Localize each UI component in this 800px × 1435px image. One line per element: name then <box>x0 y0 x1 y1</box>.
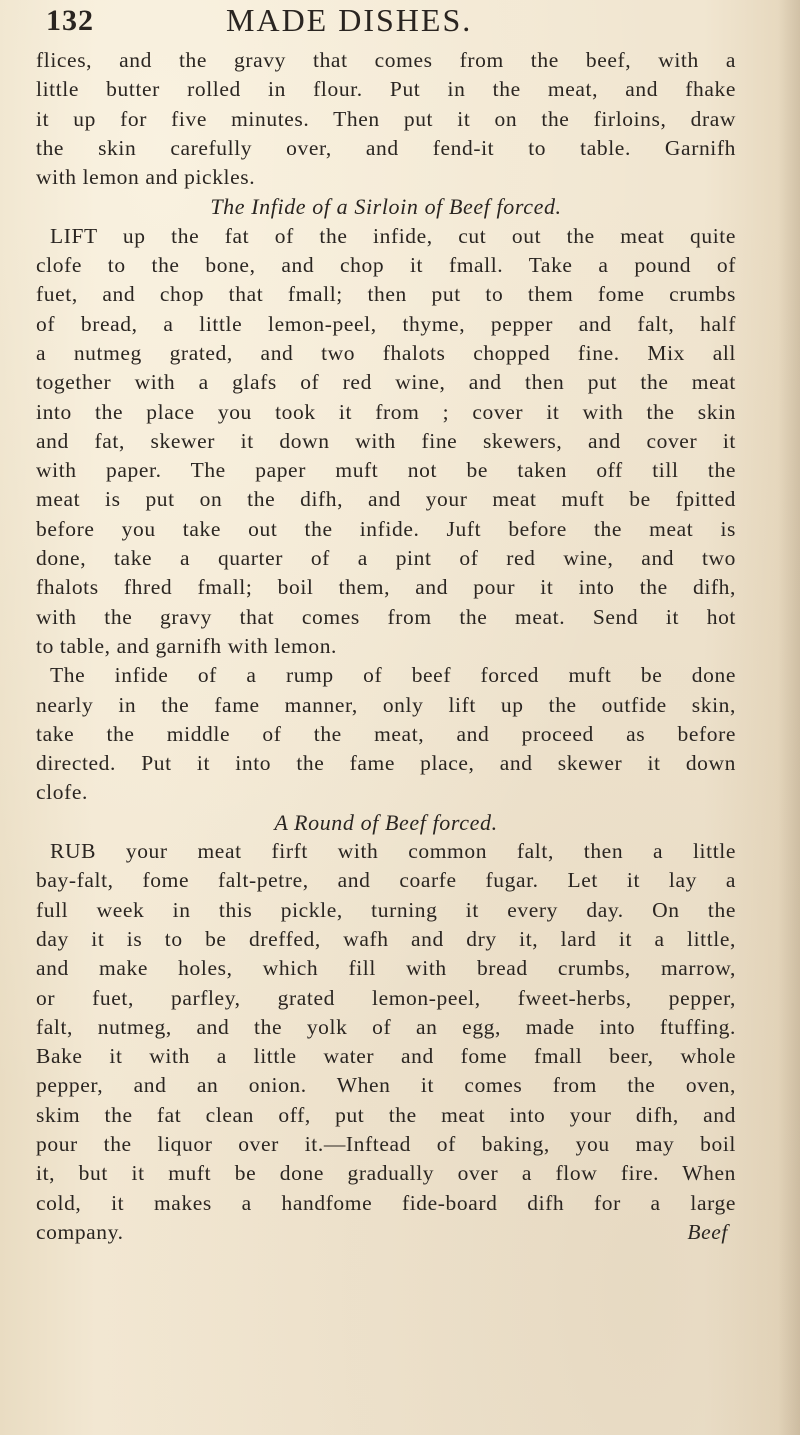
text-line: the skin carefully over, and fend-it to table. Garnifh <box>36 135 736 160</box>
page-number: 132 <box>46 4 94 37</box>
text-line: clofe. <box>36 780 88 805</box>
text-line: LIFT up the fat of the infide, cut out the meat quite <box>50 223 736 248</box>
text-line: skim the fat clean off, put the meat into your difh, and <box>36 1102 736 1127</box>
text-line: into the place you took it from ; cover it with the skin <box>36 399 736 424</box>
text-line: nearly in the fame manner, only lift up the outfide skin, <box>36 692 736 717</box>
text-line: a nutmeg grated, and two fhalots chopped fine. Mix all <box>36 340 736 365</box>
text-line: flices, and the gravy that comes from the beef, with a <box>36 48 736 72</box>
text-line: together with a glafs of red wine, and then put the meat <box>36 370 736 395</box>
text-line: with lemon and pickles. <box>36 165 256 190</box>
section-heading: A Round of Beef forced. <box>274 809 498 835</box>
text-line: RUB your meat firft with common falt, then a little <box>50 839 736 864</box>
text-line: fuet, and chop that fmall; then put to them fome crumbs <box>36 282 736 307</box>
text-line: The infide of a rump of beef forced muft be done <box>50 663 736 688</box>
text-line: directed. Put it into the fame place, and skewer it down <box>36 751 736 776</box>
text-line: it, but it muft be done gradually over a flow fire. When <box>36 1161 736 1186</box>
text-line: meat is put on the difh, and your meat muft be fpitted <box>36 487 736 512</box>
text-line: before you take out the infide. Juft before the meat is <box>36 516 736 541</box>
text-line: and make holes, which fill with bread crumbs, marrow, <box>36 956 736 981</box>
text-line: take the middle of the meat, and proceed as before <box>36 721 736 746</box>
text-line: fhalots fhred fmall; boil them, and pour it into the difh, <box>36 575 736 600</box>
text-line: pour the liquor over it.—Inftead of baking, you may boil <box>36 1131 736 1156</box>
text-line: bay-falt, fome falt-petre, and coarfe fugar. Let it lay a <box>36 868 736 893</box>
text-line: pepper, and an onion. When it comes from the oven, <box>36 1073 736 1098</box>
text-line: full week in this pickle, turning it every day. On the <box>36 897 736 922</box>
page-edge-shadow <box>778 0 800 1435</box>
section-heading: The Infide of a Sirloin of Beef forced. <box>210 194 562 220</box>
text-line: cold, it makes a handfome fide-board difh for a large <box>36 1190 736 1215</box>
text-line: falt, nutmeg, and the yolk of an egg, made into ftuffing. <box>36 1014 736 1039</box>
text-line: to table, and garnifh with lemon. <box>36 633 338 658</box>
text-line: day it is to be dreffed, wafh and dry it, lard it a little, <box>36 926 736 951</box>
catchword: Beef <box>687 1219 728 1244</box>
text-line: and fat, skewer it down with fine skewers, and cover it <box>36 428 736 453</box>
running-head: MADE DISHES. <box>226 2 473 38</box>
text-line-end: company. <box>36 1219 124 1244</box>
page-header <box>46 2 746 46</box>
text-line: with the gravy that comes from the meat. Send it hot <box>36 604 736 629</box>
text-line: of bread, a little lemon-peel, thyme, pepper and falt, half <box>36 311 736 336</box>
body-text <box>36 46 736 1247</box>
final-line <box>36 1218 736 1247</box>
text-line: done, take a quarter of a pint of red wine, and two <box>36 546 736 571</box>
text-line: clofe to the bone, and chop it fmall. Take a pound of <box>36 253 736 278</box>
text-line: it up for five minutes. Then put it on the firloins, draw <box>36 106 736 131</box>
text-line: with paper. The paper muft not be taken off till the <box>36 458 736 483</box>
text-line: little butter rolled in flour. Put in the meat, and fhake <box>36 77 736 102</box>
text-line: Bake it with a little water and fome fmall beer, whole <box>36 1044 736 1069</box>
text-line: or fuet, parfley, grated lemon-peel, fweet-herbs, pepper, <box>36 985 736 1010</box>
